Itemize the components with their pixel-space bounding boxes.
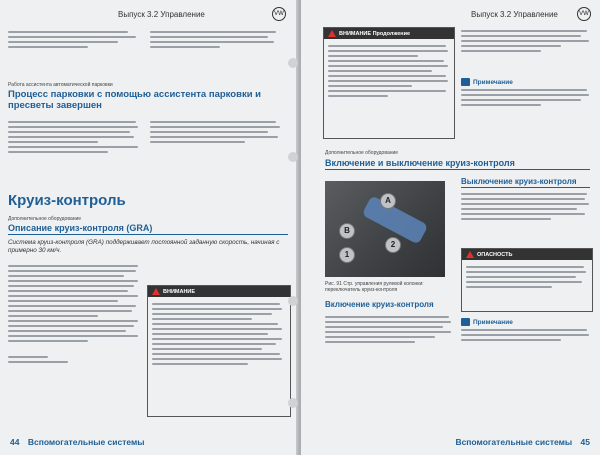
marker-2: 2 (385, 237, 401, 253)
warning-triangle-icon (328, 30, 336, 37)
right-top-col2 (461, 27, 591, 55)
note-top-title: Примечание (473, 78, 513, 86)
cruise-control-lever-photo (325, 181, 445, 277)
section-title: Процесс парковки с помощью ассистента парковки и пресветы завершен (8, 89, 262, 111)
off-heading-rule (461, 187, 590, 188)
note-icon (461, 318, 470, 326)
warning-triangle-icon (152, 288, 160, 295)
vw-logo: VW (577, 7, 591, 21)
on-text (325, 313, 453, 346)
body-col1-text (8, 262, 140, 366)
right-footer-label: Вспомогательные системы (455, 437, 573, 447)
binder-hole (288, 152, 298, 162)
warning-continued-title: ВНИМАНИЕ Продолжение (339, 30, 411, 37)
marker-1: 1 (339, 247, 355, 263)
note-icon (461, 78, 470, 86)
right-sub-heading: Включение и выключение круиз-контроля (325, 158, 515, 168)
section-col1-text (8, 118, 140, 156)
heading-off: Выключение круиз-контроля (461, 177, 577, 186)
right-page (301, 0, 600, 455)
sub-heading: Описание круиз-контроля (GRA) (8, 223, 153, 233)
left-col1-text (8, 28, 138, 51)
left-footer-label: Вспомогательные системы (27, 437, 145, 447)
right-page-number: 45 (580, 437, 590, 447)
right-header: Выпуск 3.2 Управление (471, 10, 558, 19)
binder-hole (288, 58, 298, 68)
warning-box (147, 285, 291, 417)
figure-caption: Рис. 91 Стр. управления рулевой колонки: переключатель круиз-контроля (325, 281, 424, 293)
warning-continued-box (323, 27, 455, 139)
danger-title: ОПАСНОСТЬ (477, 251, 513, 258)
main-title: Круиз-контроль (8, 192, 126, 209)
note-top (461, 78, 591, 109)
warning-triangle-icon (466, 251, 474, 258)
left-page-number: 44 (10, 437, 20, 447)
heading-on: Включение круиз-контроля (325, 300, 434, 309)
off-text (461, 190, 591, 223)
right-heading-rule (325, 169, 590, 170)
warning-title: ВНИМАНИЕ (163, 288, 196, 295)
marker-a: A (380, 193, 396, 209)
intro-text: Система круиз-контроля (GRA) поддерживает постоянной заданную скорость, начиная с примерно 30 км/ч. (8, 239, 280, 254)
left-page (0, 0, 299, 455)
note-bottom (461, 318, 591, 344)
left-header: Выпуск 3.2 Управление (118, 10, 205, 19)
image-caption-header: Дополнительное оборудование (325, 150, 399, 156)
danger-box (461, 248, 593, 312)
left-col2-text (150, 28, 280, 51)
section-small-label: Работа ассистента автоматической парковки (8, 82, 113, 88)
note-bottom-title: Примечание (473, 318, 513, 326)
binder-hole (288, 296, 298, 306)
subtitle-small: Дополнительное оборудование (8, 216, 82, 222)
heading-rule (8, 234, 288, 235)
left-footer (4, 437, 145, 447)
binder-hole (288, 398, 298, 408)
vw-logo: VW (272, 7, 286, 21)
section-col2-text (150, 118, 282, 146)
right-footer (455, 437, 596, 447)
marker-b: B (339, 223, 355, 239)
